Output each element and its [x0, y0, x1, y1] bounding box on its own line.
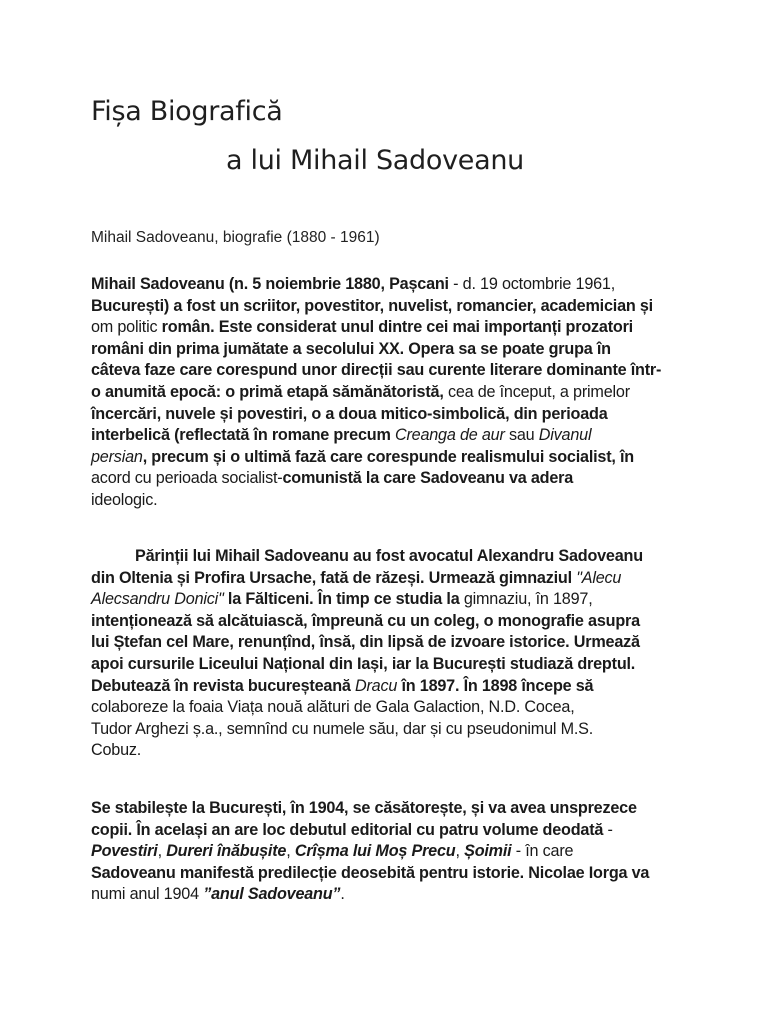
text-run: . [340, 885, 345, 904]
text-run: român. Este considerat unul dintre cei mai importanți prozatori [161, 318, 633, 337]
paragraph-intro [91, 274, 691, 512]
text-run: ”anul Sadoveanu” [203, 885, 341, 904]
text-run: Mihail Sadoveanu [91, 275, 225, 293]
text-run: din Oltenia și Profira Ursache, fată de răzeși. Urmează gimnaziul [91, 568, 577, 587]
text-run: (n. 5 noiembrie 1880, [224, 275, 390, 293]
text-line: Sadoveanu manifestă predilecție deosebită pentru istorie. Nicolae Iorga va [91, 863, 650, 882]
text-line: ideologic. [91, 490, 158, 509]
text-run: interbelică (reflectată în romane precum [91, 426, 395, 445]
text-run: Alecsandru Donici" [91, 590, 224, 609]
text-run: acord cu perioada socialist- [91, 469, 283, 488]
text-line: Tudor Arghezi ș.a., semnînd cu numele său, dar și cu pseudonimul M.S. [91, 719, 594, 738]
text-line [91, 589, 691, 611]
text-line [91, 296, 691, 318]
paragraph-bucharest [91, 798, 691, 906]
text-line [91, 568, 691, 590]
text-run: Creanga de aur [394, 426, 505, 445]
text-line [91, 425, 691, 447]
text-line [91, 447, 691, 469]
text-run: gimnaziu, în 1897, [463, 590, 593, 609]
book-title: Dureri înăbușite [166, 842, 287, 861]
text-run: la Fălticeni. În timp ce studia la [223, 590, 464, 609]
text-run: , [455, 842, 465, 861]
text-line [91, 468, 691, 490]
text-run: persian [91, 447, 143, 466]
text-line: încercări, nuvele și povestiri, o a doua mitico-simbolică, din perioada [91, 404, 608, 423]
text-line [91, 274, 691, 296]
text-line: lui Ștefan cel Mare, renunțînd, însă, din lipsă de izvoare istorice. Urmează [91, 633, 640, 652]
text-run: Debutează în revista bucureșteană [91, 676, 355, 695]
text-run: o anumită epocă: o primă etapă sămănătoristă, [91, 382, 444, 401]
text-run: cea de început, a primelor [443, 382, 630, 401]
book-title: Șoimii [464, 842, 512, 861]
text-line [91, 820, 691, 842]
text-run: , [286, 842, 295, 861]
text-run: Dracu [355, 676, 398, 695]
text-run: - în care [511, 842, 574, 861]
text-run: , precum și o ultimă fază care corespunde realismului socialist, în [142, 447, 634, 466]
text-line [91, 676, 691, 698]
text-run: București [91, 296, 164, 315]
book-title: Crîșma lui Moș Precu [294, 842, 456, 861]
text-line: Se stabilește la București, în 1904, se căsătorește, și va avea unsprezece [91, 799, 637, 817]
text-line: Părinții lui Mihail Sadoveanu au fost avocatul Alexandru Sadoveanu [135, 547, 643, 565]
text-run: "Alecu [576, 568, 622, 587]
text-line [91, 884, 691, 906]
text-run: ) a fost un scriitor, povestitor, nuvelist, romancier, academician și [163, 296, 653, 315]
text-run: , [157, 842, 167, 861]
text-line [91, 317, 691, 339]
text-line: colaboreze la foaia Viața nouă alături de Gala Galaction, N.D. Cocea, [91, 698, 575, 717]
text-line [91, 841, 691, 863]
document-title-line-1: Fișa Biografică [91, 96, 283, 127]
text-line [91, 382, 691, 404]
text-line: apoi cursurile Liceului Național din Iași, iar la București studiază dreptul. [91, 654, 636, 673]
text-line: Cobuz. [91, 741, 142, 760]
book-title: Povestiri [91, 842, 158, 861]
document-title-line-2: a lui Mihail Sadoveanu [226, 145, 524, 176]
text-run: copii. În același an are loc debutul editorial cu patru volume deodată [91, 820, 604, 839]
text-run: sau [504, 426, 539, 445]
document-subtitle: Mihail Sadoveanu, biografie (1880 - 1961) [91, 229, 380, 246]
text-run: Pașcani [389, 275, 449, 293]
text-run: comunistă la care Sadoveanu va adera [282, 469, 574, 488]
text-line: câteva faze care corespund unor direcții sau curente literare dominante într- [91, 361, 662, 380]
text-run: Divanul [538, 426, 592, 445]
paragraph-parents [91, 546, 691, 762]
text-run: om politic [91, 318, 162, 337]
text-run: - [603, 820, 613, 839]
text-line: români din prima jumătate a secolului XX. Opera sa se poate grupa în [91, 339, 611, 358]
text-line: intenționează să alcătuiască, împreună cu un coleg, o monografie asupra [91, 611, 640, 630]
text-run: în 1897. În 1898 începe să [397, 676, 594, 695]
text-run: - d. 19 octombrie 1961, [448, 275, 616, 293]
text-run: numi anul 1904 [91, 885, 204, 904]
